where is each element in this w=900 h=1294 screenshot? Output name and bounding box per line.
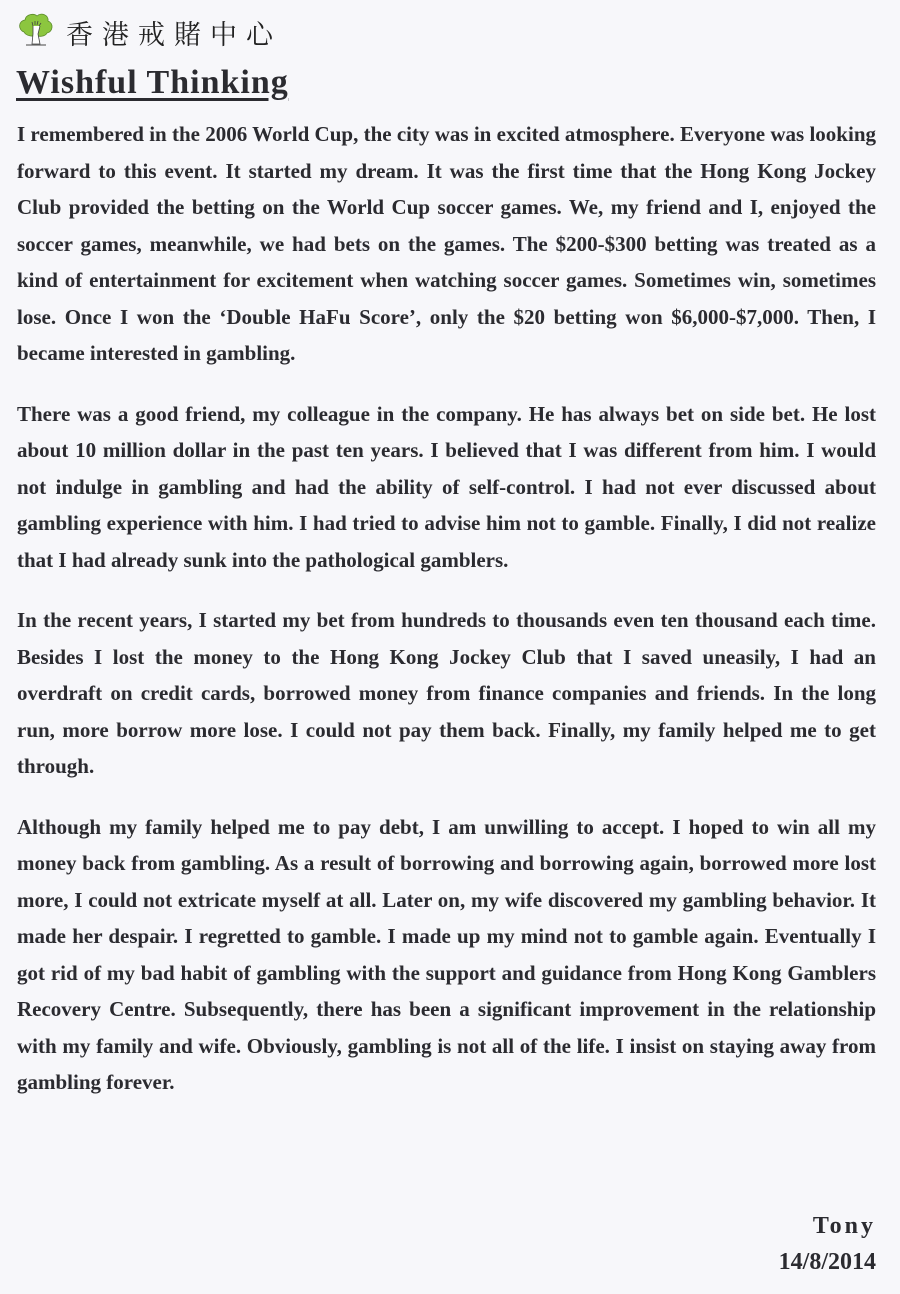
tree-hand-icon bbox=[16, 12, 56, 52]
author-name: Tony bbox=[812, 1213, 876, 1239]
signature-block bbox=[779, 1208, 876, 1280]
document-title: Wishful Thinking bbox=[16, 64, 289, 101]
paragraph-2: There was a good friend, my colleague in the company. He has always bet on side bet. He lost about 10 million dollar in the past ten years. I believed that I was different from him. I would not indulge in gambling and had the ability of self-control. I had not ever discussed about gambling experience with him. I had tried to advise him not to gamble. Finally, I did not realize that I had already sunk into the pathological gamblers. bbox=[17, 401, 876, 572]
signature-date: 14/8/2014 bbox=[778, 1249, 876, 1275]
paragraph-3: In the recent years, I started my bet from hundreds to thousands even ten thousand each time. Besides I lost the money to the Hong Kong Jockey Club that I saved uneasily, I had an overdraft on credit cards, borrowed money from finance companies and friends. In the long run, more borrow more lose. I could not pay them back. Finally, my family helped me to get through. bbox=[17, 608, 876, 778]
paragraph-4: Although my family helped me to pay debt, I am unwilling to accept. I hoped to win all my money back from gambling. As a result of borrowing and borrowing again, borrowed more lost more, I could not extricate myself at all. Later on, my wife discovered my gambling behavior. It made her despair. I regretted to gamble. I made up my mind not to gamble again. Eventually I got rid of my bad habit of gambling with the support and guidance from Hong Kong Gamblers Recovery Centre. Subsequently, there has been a significant improvement in the relationship with my family and wife. Obviously, gambling is not all of the life. I insist on staying away from gambling forever. bbox=[17, 814, 876, 1094]
letterhead bbox=[16, 12, 282, 52]
paragraph-1: I remembered in the 2006 World Cup, the city was in excited atmosphere. Everyone was looking forward to this event. It started my dream. It was the first time that the Hong Kong Jockey Club provided the betting on the World Cup soccer games. We, my friend and I, enjoyed the soccer games, meanwhile, we had bets on the games. The $200-$300 betting was treated as a kind of entertainment for excitement when watching soccer games. Sometimes win, sometimes lose. Once I won the ‘Double HaFu Score’, only the $20 betting won $6,000-$7,000. Then, I became interested in gambling. bbox=[17, 122, 876, 365]
letter-body bbox=[17, 116, 876, 1125]
organization-name: 香港戒賭中心 bbox=[66, 19, 282, 51]
